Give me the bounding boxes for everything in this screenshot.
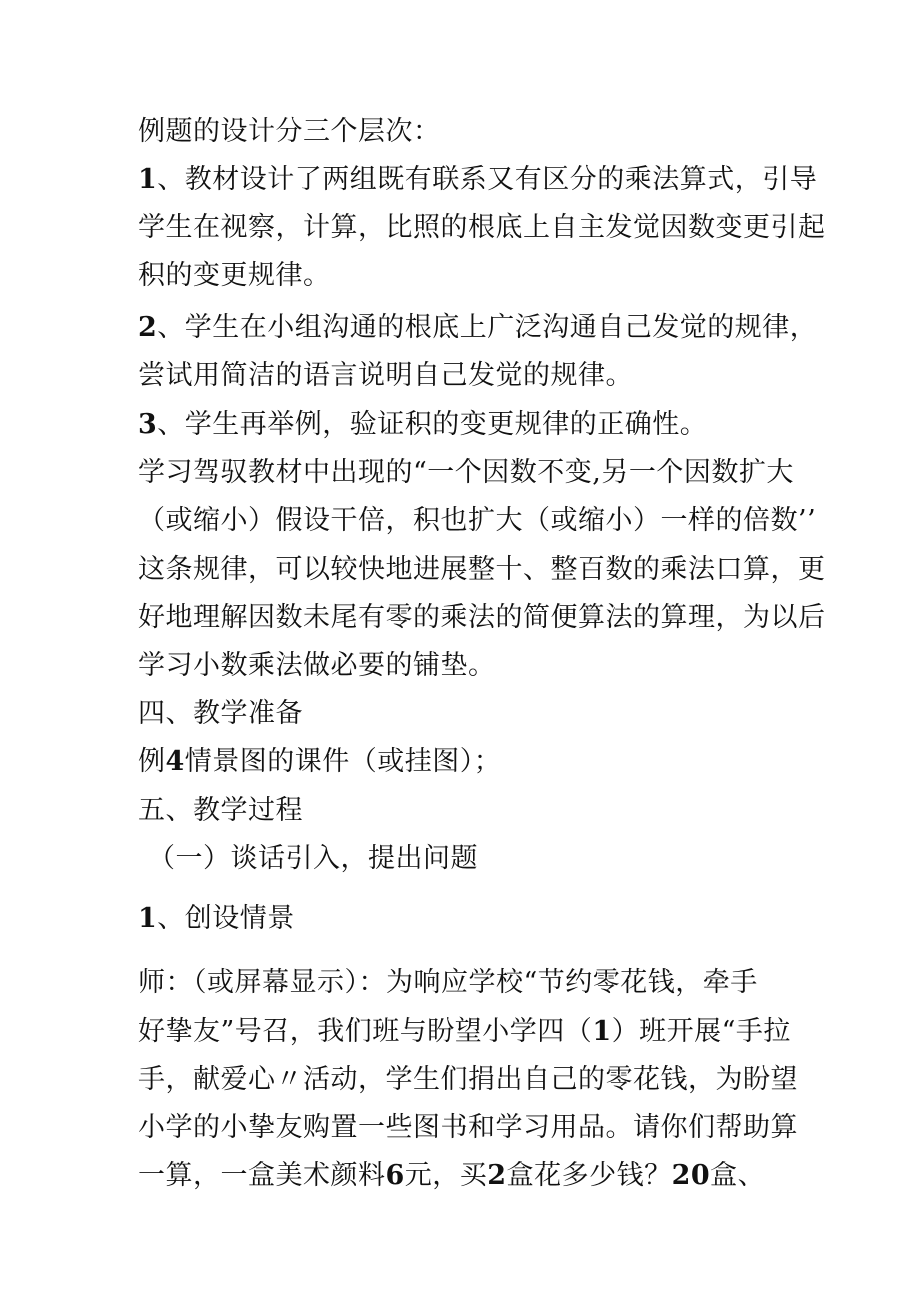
text-line	[138, 1015, 791, 1049]
line-text: 尝试用简洁的语言说明自己发觉的规律。	[138, 360, 633, 391]
text-line	[138, 553, 826, 587]
line-text: 元，买	[404, 1160, 488, 1191]
line-text: 小学的小挚友购置一些图书和学习用品。请你们帮助算	[138, 1112, 798, 1143]
line-text: 学习驾驭教材中出现的“一个因数不变,另一个因数扩大	[138, 457, 794, 488]
text-line	[138, 1063, 798, 1097]
line-text: 、学生再举例，验证积的变更规律的正确性。	[157, 409, 708, 440]
line-text: 一算，一盒美术颜料	[138, 1160, 386, 1191]
text-line	[138, 359, 633, 393]
line-text: 例题的设计分三个层次：	[138, 116, 441, 147]
line-text: 盒花多少钱？	[506, 1160, 672, 1191]
list-number: 1	[138, 164, 158, 195]
text-line	[138, 408, 707, 442]
line-text: 例	[138, 746, 166, 777]
line-text: 、创设情景	[157, 903, 295, 934]
list-number: 3	[138, 409, 158, 440]
section-heading	[138, 794, 303, 828]
line-text: ）班开展“手拉	[611, 1016, 791, 1047]
line-text: 情景图的课件（或挂图）；	[184, 746, 502, 777]
text-line	[138, 601, 826, 635]
inline-number: 4	[165, 746, 185, 777]
text-line	[138, 115, 441, 149]
line-text: 这条规律，可以较快地进展整十、整百数的乘法口算，更	[138, 554, 826, 585]
line-text: 学生在视察，计算，比照的根底上自主发觉因数变更引起	[138, 212, 826, 243]
line-text: （或缩小）假设干倍，积也扩大（或缩小）一样的倍数’’	[138, 505, 817, 536]
text-line	[138, 504, 816, 538]
text-line	[138, 456, 794, 490]
line-text: 学习小数乘法做必要的铺垫。	[138, 650, 496, 681]
inline-number: 20	[671, 1160, 711, 1191]
list-number: 1	[138, 903, 158, 934]
line-text: 师：（或屏幕显示）：为响应学校“节约零花钱，牵手	[138, 967, 758, 998]
line-text: 五、教学过程	[138, 795, 303, 826]
line-text: （一）谈话引入，提出问题	[148, 843, 478, 874]
text-line	[138, 211, 826, 245]
subsection-heading	[148, 842, 478, 876]
text-line	[138, 1159, 765, 1193]
text-line	[138, 259, 331, 293]
inline-number: 6	[385, 1160, 405, 1191]
line-text: 手，献爱心〃活动，学生们捐出自己的零花钱，为盼望	[138, 1064, 798, 1095]
text-line	[138, 311, 817, 345]
line-text: 盒、	[710, 1160, 766, 1191]
line-text: 、教材设计了两组既有联系又有区分的乘法算式，引导	[157, 164, 818, 195]
line-text: 、学生在小组沟通的根底上广泛沟通自己发觉的规律，	[157, 312, 818, 343]
line-text: 积的变更规律。	[138, 260, 331, 291]
section-heading	[138, 697, 303, 731]
inline-number: 1	[592, 1016, 612, 1047]
line-text: 四、教学准备	[138, 698, 303, 729]
text-line	[138, 649, 496, 683]
line-text: 好挚友”号召，我们班与盼望小学四（	[138, 1016, 593, 1047]
text-line	[138, 966, 758, 1000]
text-line	[138, 163, 817, 197]
line-text: 好地理解因数未尾有零的乘法的简便算法的算理，为以后	[138, 602, 826, 633]
list-number: 2	[138, 312, 158, 343]
text-line	[138, 1111, 798, 1145]
text-line	[138, 745, 501, 779]
inline-number: 2	[487, 1160, 507, 1191]
text-line	[138, 902, 295, 936]
